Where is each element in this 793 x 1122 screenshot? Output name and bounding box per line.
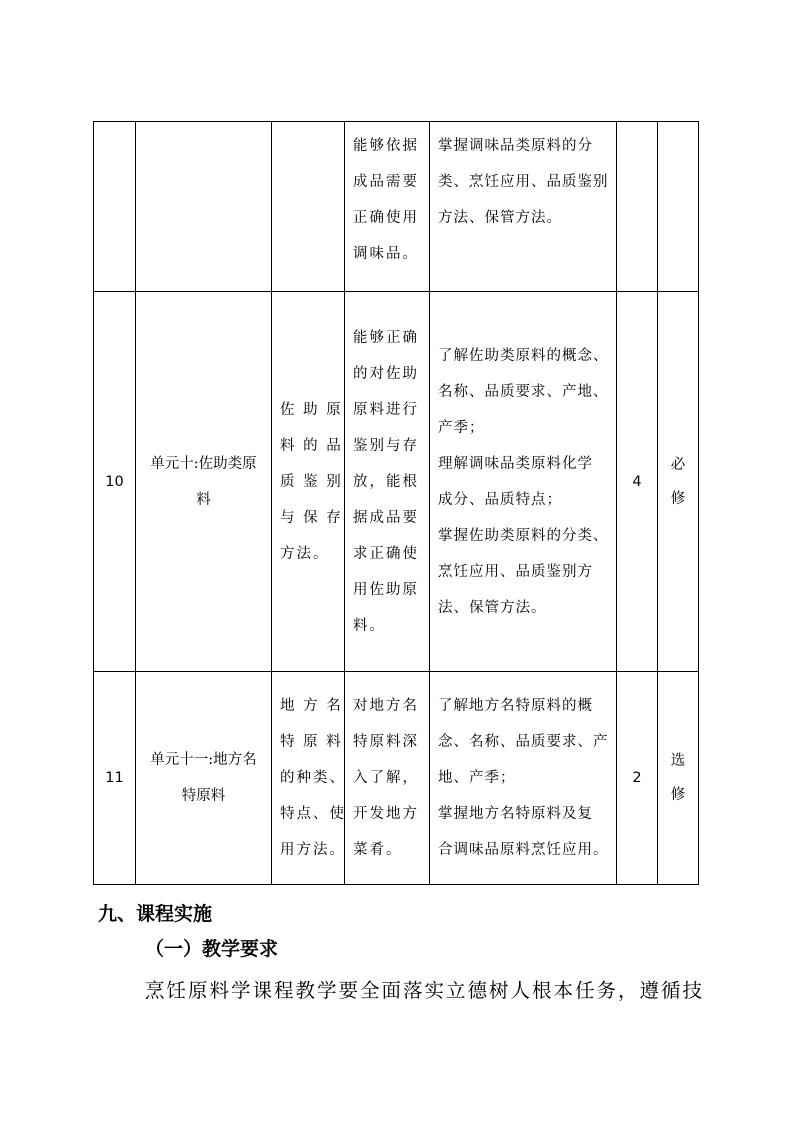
content-cell: 了解佐助类原料的概念、 名称、品质要求、产地、 产季； 理解调味品类原料化学 成分、品质特点； 掌握佐助类原料的分类、 烹饪应用、品质鉴别方 法、保管方法。 [430,292,617,672]
course-type-cell: 选 修 [658,672,699,885]
table-row [94,122,699,292]
table-row [94,292,699,672]
body-paragraph: 烹饪原料学课程教学要全面落实立德树人根本任务，遵循技 [145,979,705,1002]
unit-name-cell [136,122,272,292]
learning-goal-cell [272,122,345,292]
curriculum-table [93,121,699,885]
hours-cell [617,122,658,292]
unit-name-cell: 单元十一:地方名 特原料 [136,672,272,885]
unit-name-cell: 单元十:佐助类原 料 [136,292,272,672]
table-row [94,672,699,885]
learning-goal-cell: 佐 助 原 料 的 品 质 鉴 别 与 保 存 方法。 [272,292,345,672]
course-type-cell: 必 修 [658,292,699,672]
course-type-cell [658,122,699,292]
learning-goal-cell: 地 方 名 特 原 料 的种类、 特点、使 用方法。 [272,672,345,885]
ability-cell: 对地方名 特原料深 入了解， 开发地方 菜肴。 [345,672,430,885]
ability-cell: 能够正确 的对佐助 原料进行 鉴别与存 放，能根 据成品要 求正确使 用佐助原 料。 [345,292,430,672]
ability-cell: 能够依据 成品需要 正确使用 调味品。 [345,122,430,292]
unit-number-cell [94,122,136,292]
subsection-heading: （一）教学要求 [145,938,279,960]
section-heading: 九、课程实施 [98,903,213,925]
hours-cell: 2 [617,672,658,885]
hours-cell: 4 [617,292,658,672]
content-cell: 了解地方名特原料的概 念、名称、品质要求、产 地、产季； 掌握地方名特原料及复 合调味品原料烹饪应用。 [430,672,617,885]
content-cell: 掌握调味品类原料的分 类、烹饪应用、品质鉴别 方法、保管方法。 [430,122,617,292]
unit-number-cell: 10 [94,292,136,672]
unit-number-cell: 11 [94,672,136,885]
